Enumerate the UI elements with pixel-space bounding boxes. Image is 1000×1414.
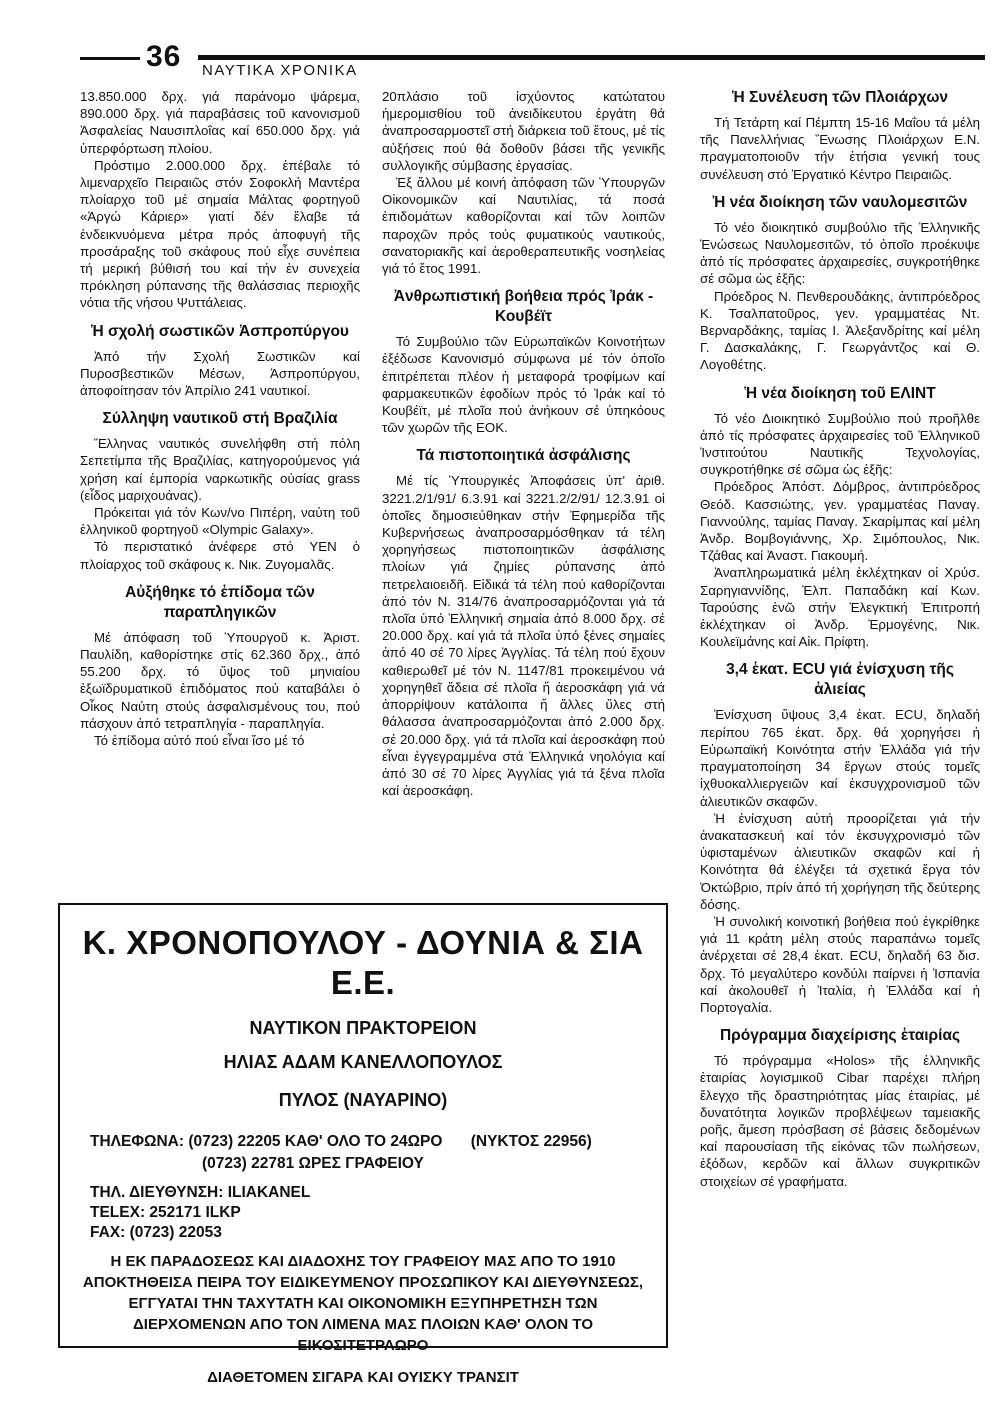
ad-phone-night: (ΝΥΚΤΟΣ 22956) (470, 1133, 592, 1150)
continued-allowance-p2: Ἐξ ἄλλου μέ κοινή ἀπόφαση τῶν Ὑπουργῶν Οἰκονομικῶν καί Ναυτιλίας, τά ποσά ἐπιδομάτων καθορίζονται καί τῶν λοιπῶν παροχῶν πρός τούς φυματικούς ναυτικούς, σανατοριακῆς καί ἀεροθεραπευτικῆς νοσηλείας γιά τό ἔτος 1991. (382, 175, 665, 277)
ad-company-name: Κ. ΧΡΟΝΟΠΟΥΛΟΥ - ΔΟΥΝΙΑ & ΣΙΑ Ε.Ε. (82, 924, 644, 1001)
ad-tradition-text: Η ΕΚ ΠΑΡΑΔΟΣΕΩΣ ΚΑΙ ΔΙΑΔΟΧΗΣ ΤΟΥ ΓΡΑΦΕΙΟΥ ΜΑΣ ΑΠΟ ΤΟ 1910 ΑΠΟΚΤΗΘΕΙΣΑ ΠΕΙΡΑ ΤΟΥ ΕΙΔΙΚΕΥΜΕΝΟΥ ΠΡΟΣΩΠΙΚΟΥ ΚΑΙ ΔΙΕΥΘΥΝΣΕΩΣ, ΕΓΓΥΑΤΑΙ ΤΗΝ ΤΑΧΥΤΑΤΗ ΚΑΙ ΟΙΚΟΝΟΜΙΚΗ ΕΞΥΠΗΡΕΤΗΣΗ ΤΩΝ ΔΙΕΡΧΟΜΕΝΩΝ ΑΠΟ ΤΟΝ ΛΙΜΕΝΑ ΜΑΣ ΠΛΟΙΩΝ ΚΑΘ' ΟΛΟΝ ΤΟ ΕΙΚΟΣΙΤΕΤΡΑΩΡΟ (82, 1253, 644, 1354)
continued-paragraph: 13.850.000 δρχ. γιά παράνομο ψάρεμα, 890.000 δρχ. γιά παραβάσεις τοῦ κανονισμοῦ Ἀσφαλείας Ναυσιπλοΐας καί 650.000 δρχ. γιά ὑπερφόρτωση πλοίου. (80, 89, 360, 156)
ad-fax: FAX: (0723) 22053 (90, 1224, 222, 1241)
article-allowance-p2: Τό ἐπίδομα αὐτό πού εἶναι ἴσο μέ τό (94, 733, 305, 749)
ad-phone-24h: ΤΗΛΕΦΩΝΑ: (0723) 22205 ΚΑΘ' ΟΛΟ ΤΟ 24ΩΡΟ (90, 1133, 443, 1150)
ad-line-location: ΠΥΛΟΣ (ΝΑΥΑΡΙΝΟ) (278, 1090, 448, 1110)
article-brazil-p3: Τό περιστατικό ἀνέφερε στό ΥΕΝ ὁ πλοίαρχος τοῦ σκάφους κ. Νικ. Ζυγομαλᾶς. (80, 539, 360, 572)
headline-humanitarian-aid: Ἀνθρωπιστική βοήθεια πρός Ἰράκ - Κουβέϊτ (393, 288, 654, 326)
ad-telex: TELEX: 252171 ILKP (90, 1204, 241, 1221)
article-brazil-p1: Ἕλληνας ναυτικός συνελήφθη στή πόλη Σεπετίμπα τῆς Βραζιλίας, κατηγορούμενος γιά χρήση καί ἐμπορία ναρκωτικῆς οὐσίας grass (εἶδος μαριχουάνας). (80, 436, 360, 503)
article-fisheries-p3: Ἡ συνολική κοινοτική βοήθεια πού ἐγκρίθηκε γιά 11 κράτη μέλη στούς παραπάνω τομεῖς ἀνέρχεται σέ 28,4 ἑκατ. ECU, δηλαδή 63 δισ. δρχ. Τό μεγαλύτερο κονδύλι παίρνει ἡ Ἰσπανία καί ἀκολουθεῖ ἡ Ἰταλία, ἡ Ἑλλάδα καί ἡ Πορτογαλία. (700, 913, 980, 1015)
headline-brazil-arrest: Σύλληψη ναυτικοῦ στή Βραζιλία (102, 410, 338, 428)
ad-line-agency: ΝΑΥΤΙΚΟΝ ΠΡΑΚΤΟΡΕΙΟΝ (249, 1018, 477, 1038)
fine-paragraph: Πρόστιμο 2.000.000 δρχ. ἐπέβαλε τό λιμεναρχεῖο Πειραιῶς στόν Σοφοκλή Μαντέρα πλοίαρχο τοῦ μέ σημαία Μάλτας φορτηγοῦ «Ἀργώ Κάριερ» γιατί δέν ἔλαβε τά ἐνδεικνυόμενα μέτρα πρός ἀποφυγή τῆς προσάραξης τοῦ σκάφους πού εἶχε συνέπεια τή μερική βύθισή του καί τήν ἐν συνεχεία πρόκληση ρύπανσης τῆς θαλάσσιας περιοχῆς νότια τῆς νήσου Ψυττάλειας. (80, 157, 360, 311)
headline-shipbrokers-board: Ἡ νέα διοίκηση τῶν ναυλομεσιτῶν (712, 193, 968, 211)
ad-phone-office: (0723) 22781 ΩΡΕΣ ΓΡΑΦΕΙΟΥ (202, 1155, 424, 1172)
article-allowance-p1: Μέ ἀπόφαση τοῦ Ὑπουργοῦ κ. Ἀριστ. Παυλίδη, καθορίστηκε στίς 62.360 δρχ., ἀπό 55.200 δρχ. τό ὕψος τοῦ μηνιαίου ἐξωϊδρυματικοῦ ἐπιδόματος πού καταβάλει ὁ Οἶκος Ναύτη στούς ἀσφαλισμένους του, πού πάσχουν ἀπό τετραπληγία - παραπληγία. (80, 629, 360, 731)
column-2 (382, 88, 665, 799)
article-rescue-school: Ἀπό τήν Σχολή Σωστικῶν καί Πυροσβεστικῶν Μέσων, Ἀσπροπύργου, ἀποφοίτησαν τόν Ἀπρίλιο 241 ναυτικοί. (80, 348, 360, 399)
article-insurance-certificates: Μέ τίς Ὑπουργικές Ἀποφάσεις ὑπ' ἀριθ. 3221.2/1/91/ 6.3.91 καί 3221.2/2/91/ 12.3.91 οἱ ὁποῖες δημοσιεύθηκαν στήν Ἐφημερίδα τῆς Κυβερνήσεως ἀναπροσαρμόσθηκαν τά τέλη χορηγήσεως πιστοποιητικῶν ἀσφάλισης πλοίων γιά ζημίες ρύπανσης ἀπό πετρελαιοειδῆ. Εἰδικά τά τέλη πού καθορίζονται ἀπό τόν Ν. 314/76 ἀναπροσαρμόζονται γιά τά πλοῖα ὑπό Ἑλληνική σημαία ἀπό 8.000 δρχ. σέ 20.000 δρχ. καί γιά τά πλοῖα ὑπό ξένες σημαίες ἀπό 40 σέ 70 λίρες Ἀγγλίας. Τά τέλη πού ἔχουν καθιερωθεῖ μέ τόν Ν. 1147/81 προκειμένου νά χορηγηθεῖ ἄδεια σέ πλοῖα ἤ ἀεροσκάφη γιά νά ἀπορρίψουν κατάλοιπα ἤ ἄλλες ὕλες στή θάλασσα ἀναπροσαρμόζονται ἀπό 2.000 δρχ. σέ 20.000 δρχ. γιά τά πλοῖα καί ἀεροσκάφη πού εἶναι ἐγγεγραμμένα στά Ἑλληνικά νηολόγια καί ἀπό 30 σέ 70 λίρες Ἀγγλίας γιά τά ξένα πλοῖα καί ἀεροσκάφη. (382, 473, 665, 799)
article-brazil-p2: Πρόκειται γιά τόν Κων/νο Πιπέρη, ναύτη τοῦ ἑλληνικοῦ φορτηγοῦ «Olympic Galaxy». (80, 505, 360, 538)
ad-line-owner: ΗΛΙΑΣ ΑΔΑΜ ΚΑΝΕΛΛΟΠΟΥΛΟΣ (223, 1052, 503, 1072)
shipping-agency-advertisement (58, 903, 668, 1386)
article-shipbrokers-p1: Τό νέο διοικητικό συμβούλιο τῆς Ἑλληνικῆς Ἑνώσεως Ναυλομεσιτῶν, τό ὁποῖο προέκυψε ἀπό τίς πρόσφατες ἀρχαιρεσίες, συγκροτήθηκε σέ σῶμα ὡς ἑξῆς: (700, 219, 980, 287)
article-elint-p1: Τό νέο Διοικητικό Συμβούλιο πού προῆλθε ἀπό τίς πρόσφατες ἀρχαιρεσίες τοῦ Ἑλληνικοῦ Ἰνστιτούτου Ναυτικῆς Τεχνολογίας, συγκροτήθηκε σέ σῶμα ὡς ἑξῆς: (700, 410, 980, 478)
continued-allowance-p1: 20πλάσιο τοῦ ἰσχύοντος κατώτατου ἡμερομισθίου τοῦ ἀνειδίκευτου ἐργάτη θά ἀναπροσαρμοστεῖ στή διάρκεια τοῦ ἔτους, μέ τίς αὐξήσεις πού θά δοθοῦν βάσει τῆς γενικῆς συλλογικῆς σύμβασης ἐργασίας. (382, 89, 665, 173)
article-shipbrokers-p2: Πρόεδρος Ν. Πενθερουδάκης, ἀντιπρόεδρος Κ. Τσαλπατοῦρος, γεν. γραμματέας Ντ. Βερναρδάκης, ταμίας Ι. Ἀλεξανδρίτης καί μέλη Γ. Δασκαλάκης, Γ. Γεωργάντζος καί Θ. Λογοθέτης. (700, 288, 980, 373)
column-1 (80, 88, 360, 749)
headline-captains-assembly: Ἡ Συνέλευση τῶν Πλοιάρχων (731, 89, 949, 106)
headline-rescue-school: Ἡ σχολή σωστικῶν Ἀσπροπύργου (91, 322, 349, 340)
journal-title: ΝΑΥΤΙΚΑ ΧΡΟΝΙΚΑ (202, 62, 358, 79)
headline-elint-board: Ἡ νέα διοίκηση τοῦ ΕΛΙΝΤ (744, 384, 936, 402)
header-rule-right (198, 55, 985, 60)
headline-fisheries-ecu: 3,4 ἑκατ. ECU γιά ἐνίσχυση τῆς ἁλιείας (726, 661, 954, 699)
article-elint-p3: Ἀναπληρωματικά μέλη ἐκλέχτηκαν οἱ Χρύσ. Σαρηγιαννίδης, Ἐλπ. Παπαδάκη καί Κων. Ταρούσης ἐνῶ στήν Ἐλεγκτική Ἐπιτροπή ἐκλέχτηκαν οἱ Ἀνδρ. Ἐρμογένης, Νικ. Κουλεϊμάνης καί Αἰκ. Πρίφτη. (700, 565, 980, 650)
headline-insurance-certificates: Τά πιστοποιητικά ἀσφάλισης (416, 447, 631, 465)
headline-company-software: Πρόγραμμα διαχείρισης ἑταιρίας (719, 1027, 961, 1045)
article-company-software: Τό πρόγραμμα «Holos» τῆς ἑλληνικῆς ἑταιρίας λογισμικοῦ Cibar παρέχει πλήρη ἔλεγχο τῆς δραστηριότητας μίας ἑταιρίας, μέ δυνατότητα λογικῶν προβλέψεων ταμειακῆς ροῆς, ἄμεση πρόσβαση σέ βάσεις δεδομένων καί παρουσίαση τῆς εἰκόνας τῶν πωλήσεων, ἐξόδων, κερδῶν καί ἄλλων συγκριτικῶν στοιχείων σέ γραφήματα. (700, 1053, 980, 1189)
ad-footer: ΔΙΑΘΕΤΟΜΕΝ ΣΙΓΑΡΑ ΚΑΙ ΟΥΙΣΚΥ ΤΡΑΝΣΙΤ (207, 1369, 519, 1386)
headline-paraplegic-allowance: Αὐξήθηκε τό ἐπίδομα τῶν παραπληγικῶν (125, 583, 315, 621)
ad-phones (60, 1131, 666, 1175)
ad-contact-block (60, 1183, 666, 1243)
article-fisheries-p2: Ἡ ἐνίσχυση αὐτή προορίζεται γιά τήν ἀνακατασκευή καί τόν ἐκσυγχρονισμό τῶν ὑφισταμένων ἁλιευτικῶν σκαφῶν καί ἡ Κοινότητα θά ἐλέγξει τά σχετικά ἔργα τόν Ὀκτώβριο, πρίν ἀπό τή χορήγηση τῆς δεύτερης δόσης. (700, 810, 980, 912)
page-header (80, 40, 985, 82)
article-fisheries-p1: Ἐνίσχυση ὕψους 3,4 ἑκατ. ECU, δηλαδή περίπου 765 ἑκατ. δρχ. θά χορηγήσει ἡ Εὐρωπαϊκή Κοινότητα στήν Ἑλλάδα γιά τήν πραγματοποίηση 34 ἔργων στούς τομεῖς ἰχθυοκαλλιεργειῶν καί ἐκσυγχρονισμοῦ τῶν ἁλιευτικῶν σκαφῶν. (700, 707, 980, 809)
page-number: 36 (146, 40, 182, 73)
article-captains-assembly: Τή Τετάρτη καί Πέμπτη 15-16 Μαΐου τά μέλη τῆς Πανελλήνιας Ἕνωσης Πλοιάρχων Ε.Ν. πραγματοποιοῦν τήν ἐτήσια γενική τους συνέλευση στό Ἐργατικό Κέντρο Πειραιῶς. (700, 115, 980, 182)
header-rule-left (80, 57, 140, 60)
article-elint-p2: Πρόεδρος Ἀπόστ. Δόμβρος, ἀντιπρόεδρος Θεόδ. Κασσιώτης, γεν. γραμματέας Παναγ. Γιαννούλης, ταμίας Παναγ. Σκαρίμπας καί μέλη Ἀνδρ. Βομβογιάννης, Χρ. Σιμόπουλος, Νικ. Τζάθας καί Ἀναστ. Γιακουμή. (700, 479, 980, 564)
ad-telegraph: ΤΗΛ. ΔΙΕΥΘΥΝΣΗ: ILIAKANEL (90, 1184, 311, 1201)
article-humanitarian-aid: Τό Συμβούλιο τῶν Εὐρωπαϊκῶν Κοινοτήτων ἐξέδωσε Κανονισμό σύμφωνα μέ τόν ὁποῖο ἐπιτρέπεται πλέον ἡ μεταφορά τροφίμων καί φαρμακευτικῶν ἐφοδίων πρός τό Ἰράκ καί τό Κουβέϊτ, μέ πλοῖα πού ἀνήκουν σέ ὑπηκόους τῶν χωρῶν τῆς ΕΟΚ. (382, 334, 665, 436)
column-3 (700, 88, 980, 1190)
